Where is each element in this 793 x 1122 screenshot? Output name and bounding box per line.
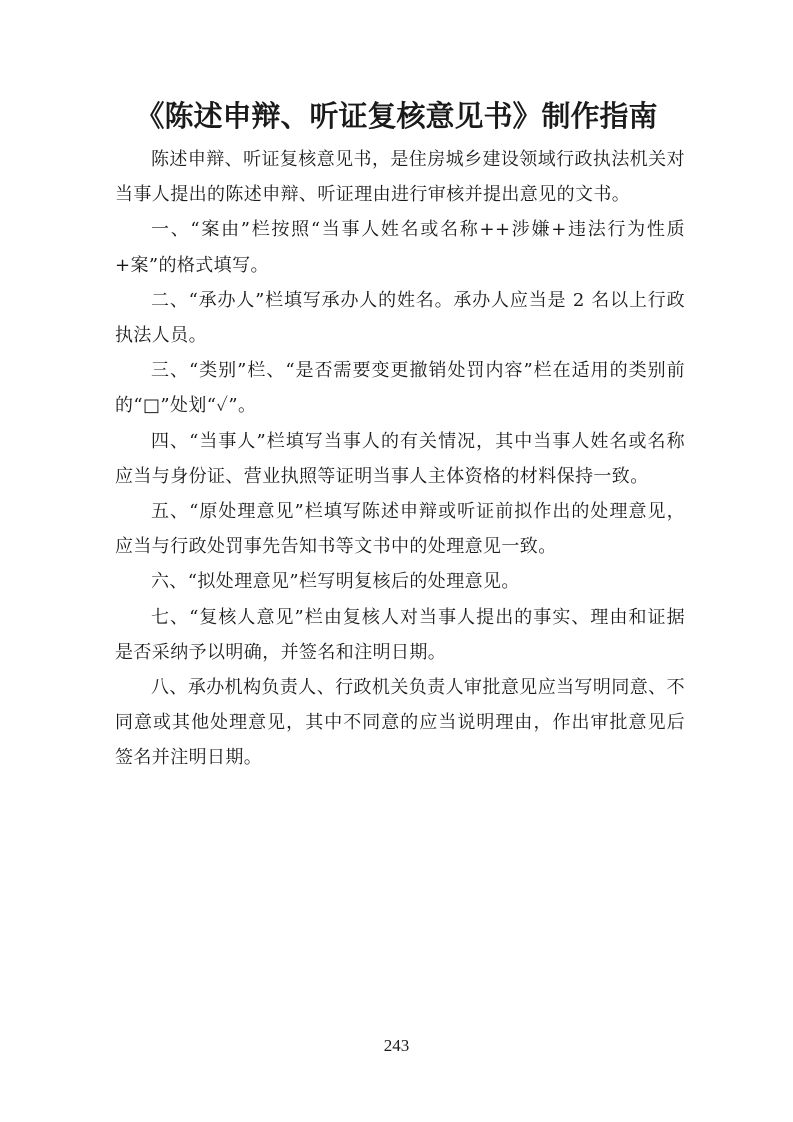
paragraph-item-1: 一、“案由”栏按照“当事人姓名或名称++涉嫌+违法行为性质+案”的格式填写。: [115, 219, 685, 276]
paragraph-item-7: 七、“复核人意见”栏由复核人对当事人提出的事实、理由和证据是否采纳予以明确，并签名和注明日期。: [115, 606, 685, 663]
paragraph-item-5: 五、“原处理意见”栏填写陈述申辩或听证前拟作出的处理意见，应当与行政处罚事先告知书等文书中的处理意见一致。: [115, 501, 685, 558]
document-body: [115, 142, 685, 776]
document-title: 《陈述申辩、听证复核意见书》制作指南: [135, 99, 658, 133]
paragraph-item-2: 二、“承办人”栏填写承办人的姓名。承办人应当是 2 名以上行政执法人员。: [115, 289, 685, 347]
paragraph-item-8: 八、承办机构负责人、行政机关负责人审批意见应当写明同意、不同意或其他处理意见，其中不同意的应当说明理由，作出审批意见后签名并注明日期。: [115, 677, 685, 769]
page-number: 243: [383, 1036, 410, 1055]
paragraph-item-4: 四、“当事人”栏填写当事人的有关情况，其中当事人姓名或名称应当与身份证、营业执照等证明当事人主体资格的材料保持一致。: [115, 430, 685, 487]
paragraph-item-6: 六、“拟处理意见”栏写明复核后的处理意见。: [151, 571, 520, 593]
paragraph-intro: 陈述申辩、听证复核意见书，是住房城乡建设领域行政执法机关对当事人提出的陈述申辩、听证理由进行审核并提出意见的文书。: [115, 149, 685, 206]
paragraph-item-3: 三、“类别”栏、“是否需要变更撤销处罚内容”栏在适用的类别前的“□”处划“✓”。: [115, 360, 685, 417]
